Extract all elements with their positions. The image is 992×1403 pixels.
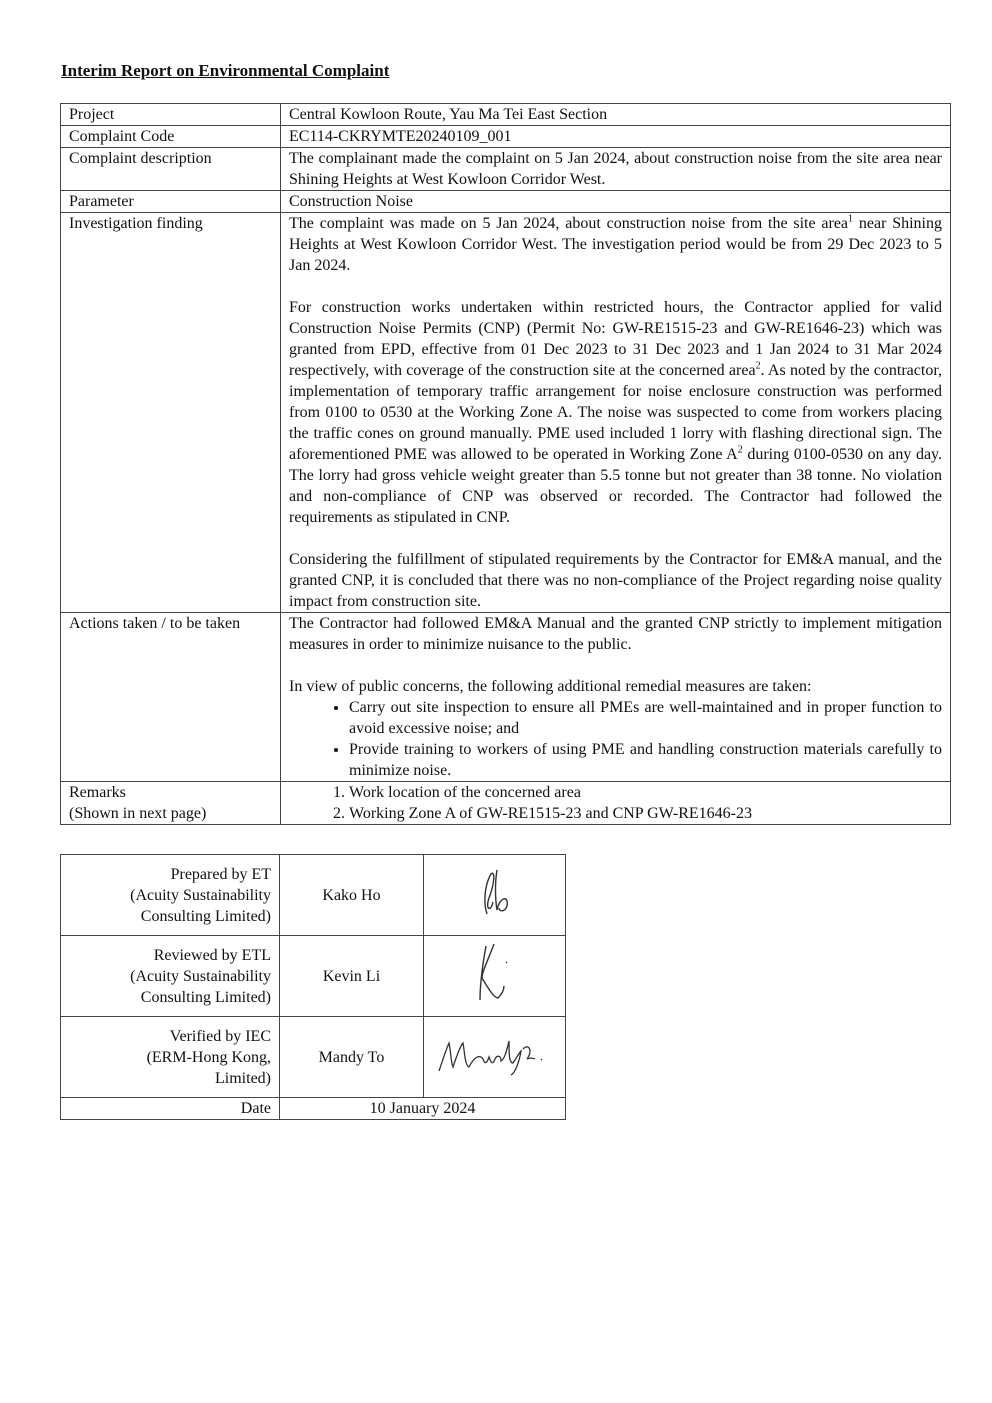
row-finding [61,213,951,613]
role-title: Verified by IEC [169,1027,271,1045]
value-finding [281,213,951,613]
remarks-sublabel: (Shown in next page) [69,805,207,822]
row-parameter [61,191,951,213]
finding-paragraph-3: Considering the fulfillment of stipulated requirements by the Contractor for EM&A manual, and the granted CNP, it is concluded that there was no non-compliance of the Project regarding noise quality impact from construction site. [289,551,942,610]
signer-name: Mandy To [280,1017,424,1098]
text: . As noted by the contractor, implementation of temporary traffic arrangement for noise enclosure construction was performed from 0100 to 0530 at the Working Zone A. The noise was suspected to come from workers placing the traffic cones on ground manually. PME used included 1 lorry with flashing directional sign. The aforementioned PME was allowed to be operated in Working Zone A [289,362,943,463]
value-parameter: Construction Noise [281,191,951,213]
complaint-table [60,103,951,825]
value-project: Central Kowloon Route, Yau Ma Tei East Section [281,104,951,126]
row-complaint-code [61,126,951,148]
signature-image [424,1017,566,1098]
text: near Shining Heights at West Kowloon Corridor West. The investigation period would be from 29 Dec 2023 to 5 Jan 2024. [289,215,942,274]
role-org: Limited) [215,1069,271,1087]
footnote-ref: 2 [755,360,761,372]
actions-paragraph-1: The Contractor had followed EM&A Manual and the granted CNP strictly to implement mitigation measures in order to minimize nuisance to the public. [289,615,942,653]
signature-row [61,1017,566,1098]
footnote-ref: 2 [737,444,743,456]
value-remarks [281,782,951,825]
role-org: Consulting Limited) [140,988,271,1006]
list-item: • Carry out site inspection to ensure all PMEs are well-maintained and in proper function to avoid excessive noise; and [349,697,942,739]
date-row [61,1098,566,1120]
list-item: • Provide training to workers of using PME and handling construction materials carefully to minimize noise. [349,739,942,781]
role-org: (Acuity Sustainability [130,967,271,985]
list-item: 2. Working Zone A of GW-RE1515-23 and CNP GW-RE1646-23 [349,803,942,824]
finding-paragraph-2 [289,297,942,528]
text: For construction works undertaken within restricted hours, the Contractor applied for valid Construction Noise Permits (CNP) (Permit No: GW-RE1515-23 and GW-RE1646-23) which was granted from EPD, effective from 01 Dec 2023 to 31 Dec 2023 and 1 Jan 2024 to 31 Mar 2024 respectively, with coverage of the construction site at the concerned area [289,299,942,379]
text: during 0100-0530 on any day. The lorry had gross vehicle weight greater than 5.5 tonne but not greater than 38 tonne. No violation and non-compliance of CNP was observed or recorded. The Contractor had followed the requirements as stipulated in CNP. [289,446,943,526]
list-item: 1. Work location of the concerned area [349,782,942,803]
role-org: (ERM-Hong Kong, [146,1048,271,1066]
label-project: Project [61,104,281,126]
row-actions [61,613,951,782]
signer-role [61,936,280,1017]
signer-role [61,1017,280,1098]
label-parameter: Parameter [61,191,281,213]
signature-row [61,855,566,936]
signature-icon [435,1029,555,1079]
label-finding: Investigation finding [61,213,281,613]
signature-icon [460,938,530,1008]
label-complaint-code: Complaint Code [61,126,281,148]
document-title: Interim Report on Environmental Complaint [61,61,390,80]
signature-icon [465,862,525,922]
label-description: Complaint description [61,148,281,191]
footnote-ref: 1 [848,213,854,225]
role-org: Consulting Limited) [140,907,271,925]
value-complaint-code: EC114-CKRYMTE20240109_001 [281,126,951,148]
text: The complaint was made on 5 Jan 2024, about construction noise from the site area [289,215,849,232]
remarks-label: Remarks [69,784,126,801]
signature-row [61,936,566,1017]
role-org: (Acuity Sustainability [130,886,271,904]
signer-name: Kevin Li [280,936,424,1017]
row-project [61,104,951,126]
signer-name: Kako Ho [280,855,424,936]
signature-table [60,854,566,1120]
date-label: Date [61,1098,280,1120]
value-description: The complainant made the complaint on 5 Jan 2024, about construction noise from the site area near Shining Heights at West Kowloon Corridor West. [281,148,951,191]
signature-image [424,936,566,1017]
role-title: Prepared by ET [170,865,271,883]
date-value: 10 January 2024 [280,1098,566,1120]
actions-paragraph-2: In view of public concerns, the following additional remedial measures are taken: [289,678,812,695]
row-remarks [61,782,951,825]
finding-paragraph-1 [289,213,942,276]
role-title: Reviewed by ETL [153,946,271,964]
value-actions [281,613,951,782]
row-description [61,148,951,191]
remedial-measures-list [289,697,942,781]
signer-role [61,855,280,936]
remarks-list [289,782,942,824]
label-remarks [61,782,281,825]
label-actions: Actions taken / to be taken [61,613,281,782]
signature-image [424,855,566,936]
